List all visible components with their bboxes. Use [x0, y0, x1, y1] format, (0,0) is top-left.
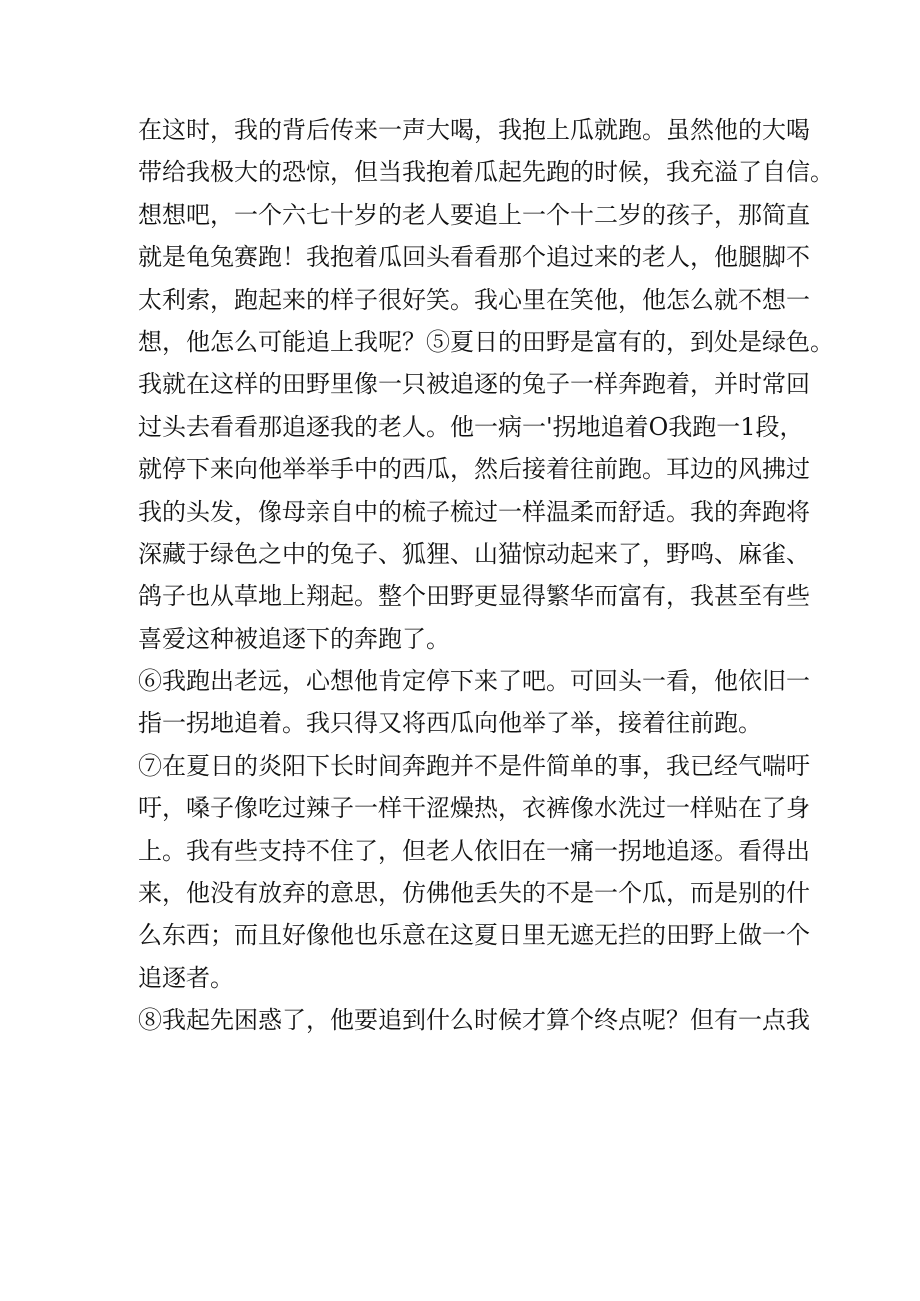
text-line: 就停下来向他举举手中的西瓜，然后接着往前跑。耳边的风拂过: [138, 455, 810, 484]
text-line: ⑥我跑出老远，心想他肯定停下来了吧。可回头一看，他依旧一: [138, 667, 810, 696]
text-line: 吁，嗓子像吃过辣子一样干涩燥热，衣裤像水洗过一样贴在了身: [138, 794, 810, 823]
text-line: 过头去看看那追逐我的老人。他一病一'拐地追着O我跑一1段，: [138, 412, 804, 441]
text-line: 指一拐地追着。我只得又将西瓜向他举了举，接着往前跑。: [138, 709, 762, 738]
text-line: 想想吧，一个六七十岁的老人要追上一个十二岁的孩子，那简直: [138, 200, 810, 229]
text-line: 鸽子也从草地上翔起。整个田野更显得繁华而富有，我甚至有些: [138, 582, 810, 611]
text-line: 太利索，跑起来的样子很好笑。我心里在笑他，他怎么就不想一: [138, 285, 810, 314]
text-line: 深藏于绿色之中的兔子、狐狸、山猫惊动起来了，野鸣、麻雀、: [138, 539, 810, 568]
text-line: 我就在这样的田野里像一只被追逐的兔子一样奔跑着，并时常回: [138, 370, 810, 399]
text-line: 我的头发，像母亲自中的梳子梳过一样温柔而舒适。我的奔跑将: [138, 497, 810, 526]
text-line: 在这时，我的背后传来一声大喝，我抱上瓜就跑。虽然他的大喝: [138, 116, 810, 144]
text-line: 追逐者。: [138, 963, 234, 992]
text-line: ⑦在夏日的炎阳下长时间奔跑并不是件简单的事，我已经气喘吁: [138, 751, 810, 780]
text-line: 来，他没有放弃的意思，仿佛他丢失的不是一个瓜，而是别的什: [138, 879, 810, 908]
text-line: 上。我有些支持不住了，但老人依旧在一痛一拐地追逐。看得出: [138, 836, 810, 865]
text-line: 喜爱这种被追逐下的奔跑了。: [138, 624, 450, 653]
text-line: 就是龟兔赛跑！我抱着瓜回头看看那个追过来的老人，他腿脚不: [138, 243, 810, 272]
body-text: [138, 109, 834, 1042]
text-line: 么东西；而且好像他也乐意在这夏日里无遮无拦的田野上做一个: [138, 921, 810, 950]
text-line: 想，他怎么可能追上我呢？⑤夏日的田野是富有的，到处是绿色。: [138, 327, 834, 356]
text-line: ⑧我起先困惑了，他要追到什么时候才算个终点呢？但有一点我: [138, 1006, 810, 1035]
text-line: 带给我极大的恐惊，但当我抱着瓜起先跑的时候，我充溢了自信。: [138, 158, 834, 187]
